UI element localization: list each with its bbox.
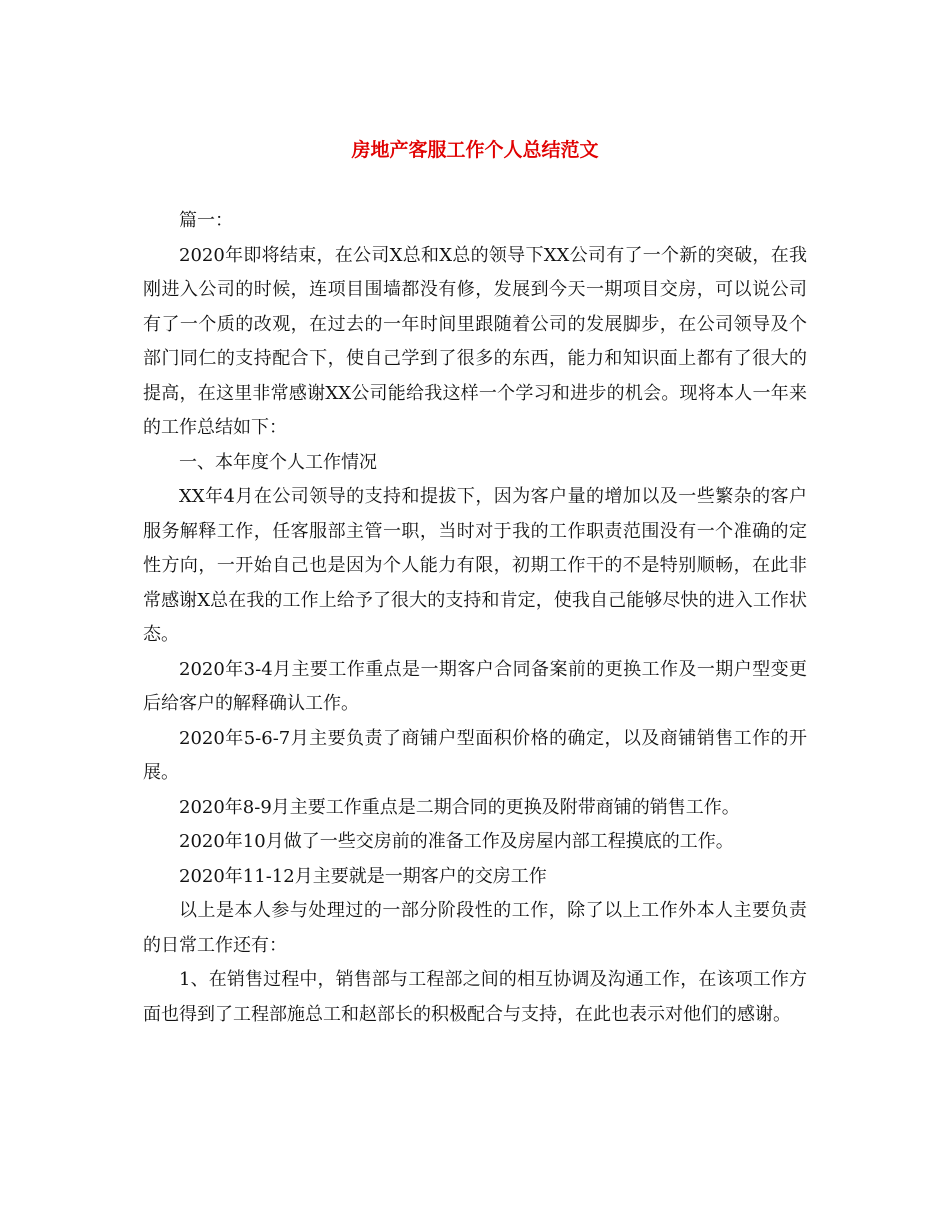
- paragraph-may-jul: 2020年5-6-7月主要负责了商铺户型面积价格的确定，以及商铺销售工作的开展。: [143, 727, 807, 783]
- paragraph-intro: 2020年即将结束，在公司X总和X总的领导下XX公司有了一个新的突破，在我刚进入公司的时候，连项目围墙都没有修，发展到今天一期项目交房，可以说公司有了一个质的改观，在过去的一年时间里跟随着公司的发展脚步，在公司领导及个部门同仁的支持配合下，使自己学到了很多的东西，能力和知识面上都有了很大的提高，在这里非常感谢XX公司能给我这样一个学习和进步的机会。现将本人一年来的工作总结如下：: [143, 244, 807, 438]
- paragraph-section-label: 篇一：: [179, 210, 233, 231]
- paragraph-oct: 2020年10月做了一些交房前的准备工作及房屋内部工程摸底的工作。: [179, 831, 734, 852]
- document-body: [143, 204, 807, 1032]
- paragraph-april: XX年4月在公司领导的支持和提拔下，因为客户量的增加以及一些繁杂的客户服务解释工作，任客服部主管一职，当时对于我的工作职责范围没有一个准确的定性方向，一开始自己也是因为个人能力有限，初期工作干的不是特别顺畅，在此非常感谢X总在我的工作上给予了很大的支持和肯定，使我自己能够尽快的进入工作状态。: [143, 486, 807, 645]
- document-title: 房地产客服工作个人总结范文: [351, 139, 599, 161]
- paragraph-nov-dec: 2020年11-12月主要就是一期客户的交房工作: [179, 865, 547, 887]
- paragraph-aug-sep: 2020年8-9月主要工作重点是二期合同的更换及附带商铺的销售工作。: [179, 796, 740, 818]
- paragraph-item-1: 1、在销售过程中，销售部与工程部之间的相互协调及沟通工作，在该项工作方面也得到了工程部施总工和赵部长的积极配合与支持，在此也表示对他们的感谢。: [143, 969, 807, 1025]
- paragraph-mar-apr: 2020年3-4月主要工作重点是一期客户合同备案前的更换工作及一期户型变更后给客户的解释确认工作。: [143, 658, 807, 714]
- paragraph-summary: 以上是本人参与处理过的一部分阶段性的工作，除了以上工作外本人主要负责的日常工作还有：: [143, 900, 807, 956]
- paragraph-heading-work: 一、本年度个人工作情况: [179, 451, 377, 473]
